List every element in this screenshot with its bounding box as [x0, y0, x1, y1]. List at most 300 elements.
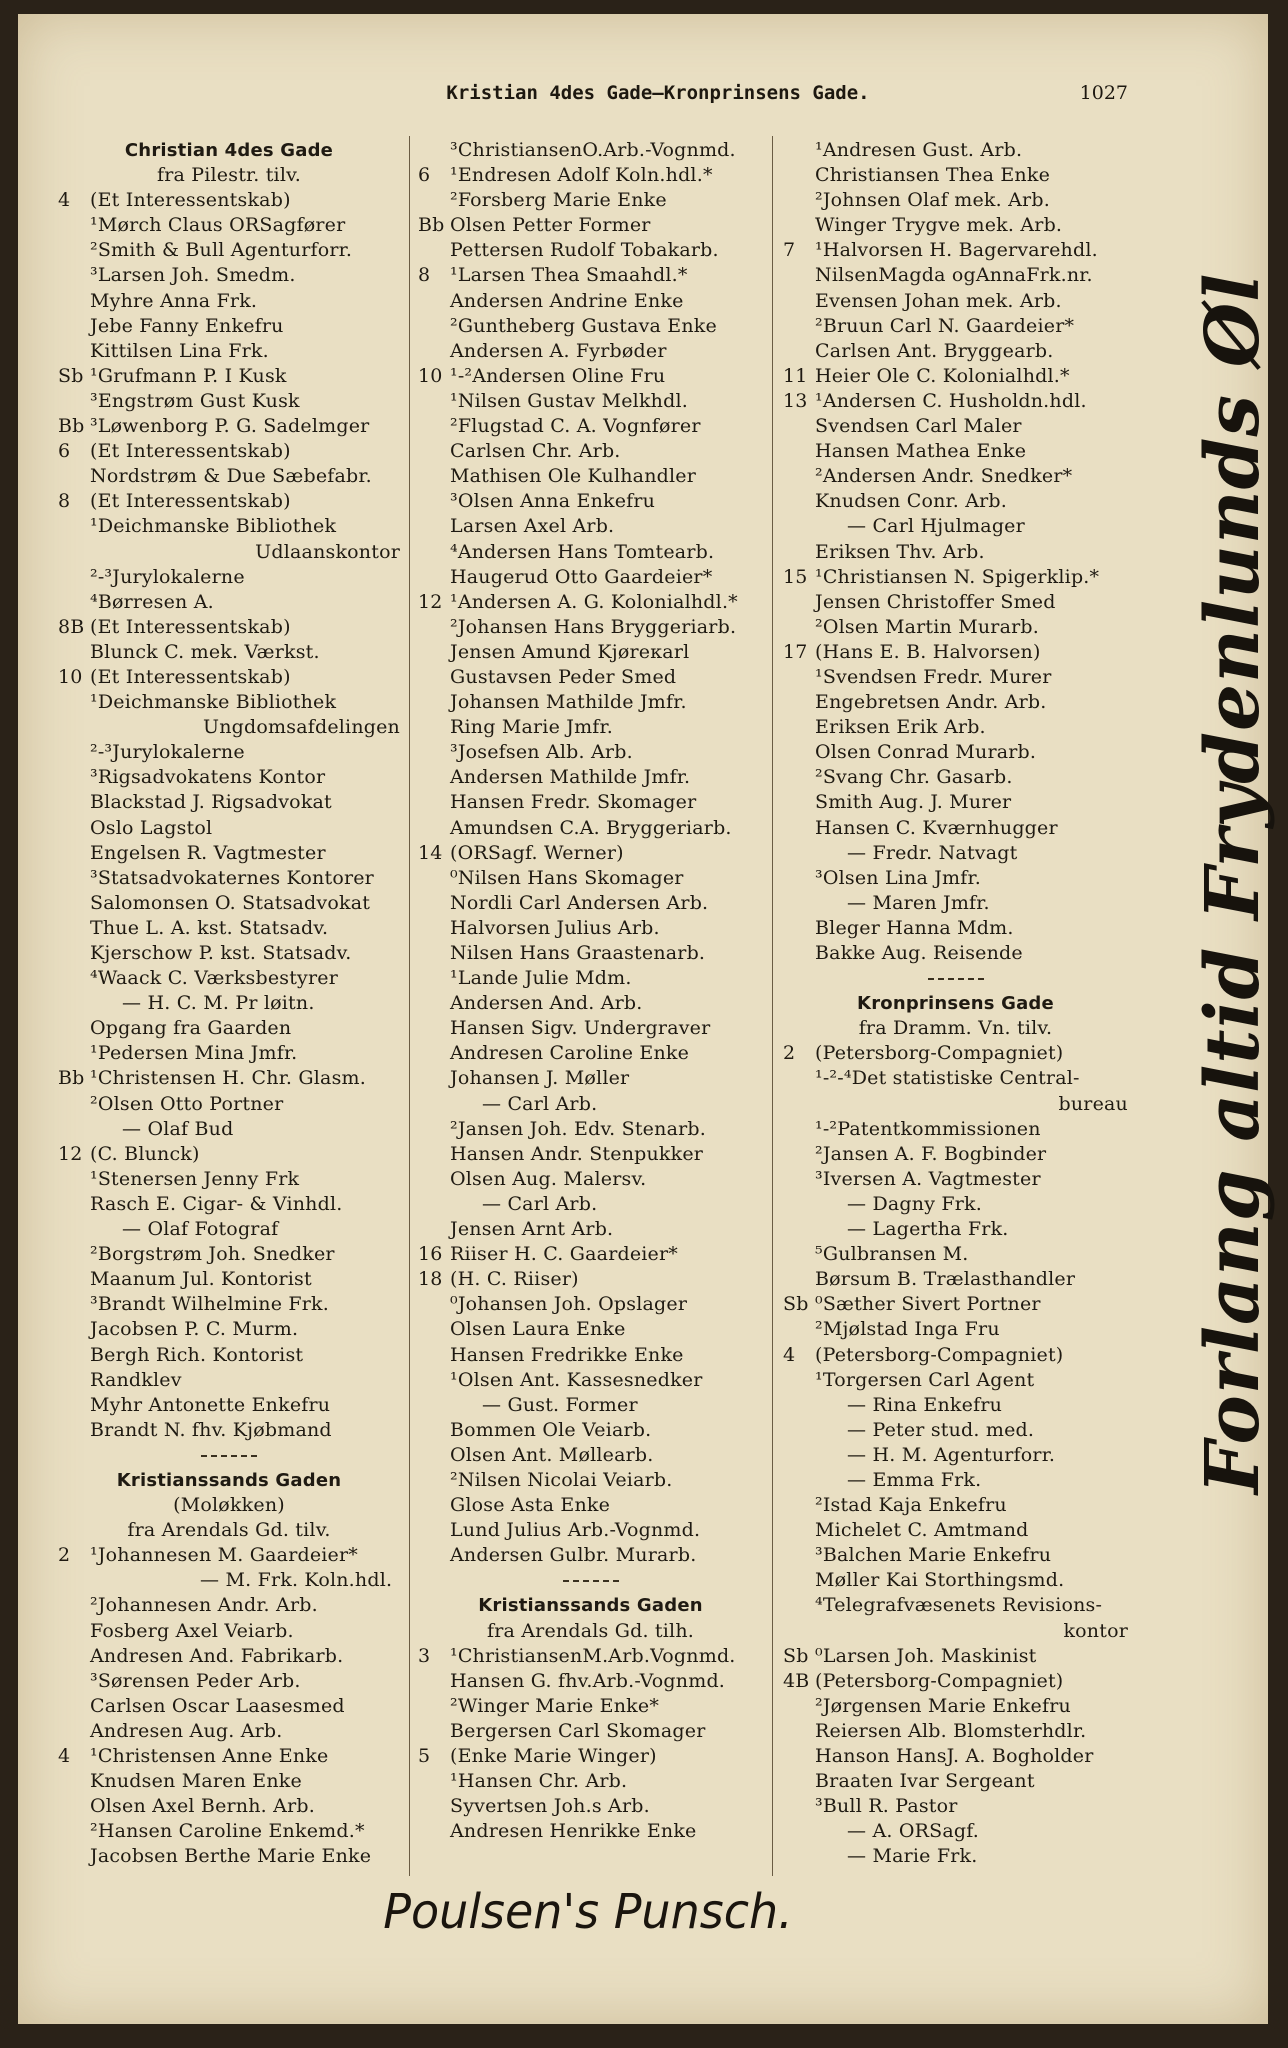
directory-entry: [783, 1418, 1128, 1443]
street-subheading: fra Pilestr. tilv.: [156, 164, 302, 187]
entry-text: ³Brandt Wilhelmine Frk.: [90, 1293, 330, 1316]
directory-entry: [58, 1844, 400, 1869]
entry-text: Halvorsen Julius Arb.: [450, 916, 660, 939]
entry-text: (Et Interessentskab): [90, 490, 291, 513]
directory-entry: [418, 339, 763, 364]
entry-text: ¹Nilsen Gustav Melkhdl.: [450, 389, 688, 412]
entry-text: ²Johannesen Andr. Arb.: [90, 1594, 318, 1617]
entry-text: Andresen And. Fabrikarb.: [90, 1644, 344, 1667]
entry-text: Engelsen R. Vagtmester: [90, 841, 326, 864]
entry-text: Lund Julius Arb.-Vognmd.: [450, 1519, 701, 1542]
entry-text: Carlsen Oscar Laasesmed: [90, 1694, 345, 1717]
directory-entry: [783, 690, 1128, 715]
entry-text: ²Jansen Joh. Edv. Stenarb.: [450, 1117, 706, 1140]
entry-text: Hanson HansJ. A. Bogholder: [815, 1745, 1094, 1767]
directory-entry: [58, 238, 400, 263]
directory-entry: [783, 314, 1128, 339]
directory-entry: [58, 1242, 400, 1267]
directory-entry: [783, 1543, 1128, 1568]
directory-entry: [418, 540, 763, 565]
entry-text: Johansen J. Møller: [450, 1067, 630, 1090]
entry-text: ²Guntheberg Gustava Enke: [450, 314, 717, 337]
entry-text: Bommen Ole Veiarb.: [450, 1418, 652, 1441]
directory-entry: [783, 464, 1128, 489]
entry-text: Smith Aug. J. Murer: [815, 791, 1012, 814]
directory-entry: [58, 740, 400, 765]
entry-text: Jensen Christoffer Smed: [815, 590, 1056, 613]
directory-entry: [58, 389, 400, 414]
directory-entry: [418, 740, 763, 765]
entry-text: Bleger Hanna Mdm.: [815, 916, 1014, 939]
entry-text: — Fredr. Natvagt: [847, 841, 1018, 864]
street-heading: Kronprinsens Gade: [857, 993, 1054, 1015]
directory-entry: [783, 364, 1128, 389]
entry-text: Jacobsen P. C. Murm.: [90, 1318, 299, 1341]
entry-text: — Carl Hjulmager: [847, 515, 1025, 538]
entry-text: Olsen Aug. Malersv.: [450, 1167, 647, 1190]
entry-text: Olsen Axel Bernh. Arb.: [90, 1795, 315, 1818]
directory-entry: [418, 1418, 763, 1443]
directory-entry: [418, 439, 763, 464]
entry-text: (Hans E. B. Halvorsen): [815, 640, 1041, 663]
directory-entry: [418, 1769, 763, 1794]
entry-text: (Petersborg-Compagniet): [815, 1343, 1064, 1366]
directory-entry: [418, 1393, 763, 1418]
directory-entry: [783, 1769, 1128, 1794]
directory-entry: [58, 1593, 400, 1618]
directory-entry: [58, 514, 400, 539]
directory-entry: [418, 263, 763, 288]
directory-entry: [418, 1819, 763, 1844]
entry-text: Kjerschow P. kst. Statsadv.: [90, 942, 352, 964]
directory-entry: [58, 1066, 400, 1091]
entry-text: ¹-²Patentkommissionen: [815, 1117, 1041, 1140]
entry-text: — H. C. M. Pr løitn.: [122, 992, 315, 1015]
entry-text: ²Svang Chr. Gasarb.: [815, 766, 1013, 789]
directory-entry: [418, 489, 763, 514]
directory-entry: [418, 364, 763, 389]
directory-entry: [418, 816, 763, 841]
directory-entry: [783, 1794, 1128, 1819]
entry-text: Knudsen Maren Enke: [90, 1770, 302, 1793]
entry-text: Hansen Fredr. Skomager: [450, 791, 697, 814]
directory-entry: [418, 1443, 763, 1468]
house-number: 8: [58, 490, 71, 513]
entry-text: Hansen Mathea Enke: [815, 440, 1027, 463]
entry-text: ⁴Andersen Hans Tomtearb.: [450, 540, 715, 563]
entry-text: — Lagertha Frk.: [847, 1218, 1009, 1241]
directory-entry: [58, 439, 400, 464]
street-subheading: fra Arendals Gd. tilv.: [127, 1519, 331, 1542]
entry-text: ²Bruun Carl N. Gaardeier*: [815, 314, 1075, 337]
entry-text: ¹Andersen C. Husholdn.hdl.: [815, 389, 1087, 412]
entry-text: ¹Grufmann P. I Kusk: [90, 364, 287, 387]
entry-text: ¹Christiansen N. Spigerklip.*: [815, 565, 1100, 588]
entry-text: ¹Olsen Ant. Kassesnedker: [450, 1368, 703, 1391]
entry-text: ¹Halvorsen H. Bagervarehdl.: [815, 239, 1098, 262]
entry-text: ²Nilsen Nicolai Veiarb.: [450, 1468, 673, 1491]
entry-text: Riiser H. C. Gaardeier*: [450, 1243, 678, 1266]
directory-entry: [58, 665, 400, 690]
directory-entry: [58, 339, 400, 364]
directory-entry: [418, 163, 763, 188]
directory-entry: [783, 1669, 1128, 1694]
entry-text: — Emma Frk.: [847, 1468, 982, 1491]
directory-entry: [58, 364, 400, 389]
entry-text: — Marie Frk.: [847, 1845, 978, 1868]
entry-text: Randklev: [90, 1368, 182, 1391]
directory-entry: [783, 941, 1128, 966]
entry-text: — H. M. Agenturforr.: [847, 1443, 1056, 1466]
house-number: 17: [783, 640, 808, 663]
entry-text: — Peter stud. med.: [847, 1418, 1035, 1441]
entry-text: Andersen Gulbr. Murarb.: [450, 1544, 697, 1567]
street-heading: Kristianssands Gaden: [478, 1595, 703, 1617]
entry-text: ⁴Waack C. Værksbestyrer: [90, 967, 339, 990]
directory-entry: [418, 1066, 763, 1091]
entry-text: Glose Asta Enke: [450, 1494, 611, 1517]
directory-entry: [418, 1368, 763, 1393]
entry-text: — A. ORSagf.: [847, 1820, 980, 1843]
directory-entry: [783, 339, 1128, 364]
directory-entry: [58, 314, 400, 339]
entry-text: ¹Hansen Chr. Arb.: [450, 1770, 628, 1793]
directory-entry: [58, 1418, 400, 1443]
entry-text: ⁰Johansen Joh. Opslager: [450, 1293, 688, 1316]
entry-continuation: bureau: [1058, 1092, 1128, 1115]
entry-text: Blunck C. mek. Værkst.: [90, 640, 320, 663]
entry-text: Nilsen Hans Graastenarb.: [450, 942, 706, 964]
directory-entry: [58, 866, 400, 891]
entry-text: Andersen Andrine Enke: [450, 289, 684, 312]
directory-entry: [783, 1041, 1128, 1066]
directory-entry: [58, 464, 400, 489]
entry-text: (Et Interessentskab): [90, 665, 291, 688]
directory-entry: [783, 1393, 1128, 1418]
entry-text: Myhre Anna Frk.: [90, 289, 258, 312]
entry-text: Haugerud Otto Gaardeier*: [450, 565, 713, 588]
directory-entry: [783, 1493, 1128, 1518]
entry-text: Fosberg Axel Veiarb.: [90, 1619, 294, 1642]
entry-text: Eriksen Erik Arb.: [815, 716, 986, 739]
entry-text: Andersen Mathilde Jmfr.: [450, 766, 691, 789]
directory-entry: [418, 1142, 763, 1167]
entry-text: ²Flugstad C. A. Vognfører: [450, 415, 701, 438]
directory-entry: [783, 1292, 1128, 1317]
entry-text: ¹Pedersen Mina Jmfr.: [90, 1042, 298, 1065]
entry-text: ²Andersen Andr. Snedker*: [815, 465, 1073, 488]
entry-text: Christiansen Thea Enke: [815, 164, 1051, 187]
entry-text: Hansen Fredrikke Enke: [450, 1343, 684, 1366]
directory-entry: [58, 1694, 400, 1719]
directory-entry: [418, 590, 763, 615]
entry-text: Blackstad J. Rigsadvokat: [90, 791, 332, 814]
entry-text: Winger Trygve mek. Arb.: [815, 214, 1063, 237]
directory-entry: [58, 1719, 400, 1744]
house-number: 18: [418, 1268, 443, 1291]
directory-entry: [58, 1368, 400, 1393]
directory-page: [18, 14, 1276, 2024]
directory-entry: [783, 1192, 1128, 1217]
entry-text: Rasch E. Cigar- & Vinhdl.: [90, 1192, 343, 1215]
directory-entry: [58, 1744, 400, 1769]
entry-text: Olsen Laura Enke: [450, 1318, 626, 1341]
entry-text: ³Sørensen Peder Arb.: [90, 1669, 301, 1692]
entry-text: ¹Deichmanske Bibliothek: [90, 515, 337, 538]
entry-text: — Maren Jmfr.: [847, 891, 990, 914]
directory-entry: [783, 1468, 1128, 1493]
house-number: Sb: [58, 364, 84, 387]
directory-entry: [783, 1317, 1128, 1342]
entry-text: Olsen Petter Former: [450, 214, 651, 237]
directory-entry: [418, 1092, 763, 1117]
column-divider: [772, 136, 773, 1876]
entry-text: Mathisen Ole Kulhandler: [450, 465, 696, 488]
entry-continuation: Udlaanskontor: [255, 540, 400, 563]
directory-entry: [58, 1819, 400, 1844]
directory-entry: [783, 1117, 1128, 1142]
directory-entry: [783, 1644, 1128, 1669]
entry-text: ⁰Sæther Sivert Portner: [815, 1293, 1041, 1316]
house-number: 8B: [58, 615, 85, 638]
entry-text: Hansen Andr. Stenpukker: [450, 1142, 704, 1165]
entry-text: Jacobsen Berthe Marie Enke: [90, 1845, 372, 1868]
directory-entry: [58, 1543, 400, 1568]
entry-text: ¹-²-⁴Det statistiske Central-: [815, 1067, 1080, 1090]
directory-entry: [418, 665, 763, 690]
directory-entry: [418, 1644, 763, 1669]
directory-entry: [783, 489, 1128, 514]
directory-entry: [58, 188, 400, 213]
entry-text: — Olaf Bud: [122, 1117, 234, 1140]
directory-entry: [58, 289, 400, 314]
directory-entry: [418, 1041, 763, 1066]
entry-text: ²Johnsen Olaf mek. Arb.: [815, 189, 1050, 212]
entry-text: ¹Johannesen M. Gaardeier*: [90, 1544, 358, 1567]
separator-rule: [563, 1580, 619, 1582]
directory-entry: [783, 1568, 1128, 1593]
entry-text: ³Bull R. Pastor: [815, 1795, 958, 1818]
directory-entry: [783, 841, 1128, 866]
directory-entry: [58, 489, 400, 514]
directory-entry: [418, 1694, 763, 1719]
directory-entry: [783, 414, 1128, 439]
directory-entry: [418, 1217, 763, 1242]
directory-entry: [418, 1167, 763, 1192]
directory-entry: [783, 1142, 1128, 1167]
entry-text: Jebe Fanny Enkefru: [90, 314, 284, 337]
directory-entry: [58, 1619, 400, 1644]
directory-entry: [418, 715, 763, 740]
directory-entry: [58, 414, 400, 439]
house-number: 10: [58, 665, 83, 688]
directory-entry: [418, 1794, 763, 1819]
entry-text: ¹Stenersen Jenny Frk: [90, 1167, 300, 1190]
entry-text: Salomonsen O. Statsadvokat: [90, 891, 371, 914]
directory-entry: [783, 1518, 1128, 1543]
entry-text: Braaten Ivar Sergeant: [815, 1770, 1035, 1793]
entry-text: Andresen Aug. Arb.: [90, 1719, 283, 1742]
directory-entry: [783, 1744, 1128, 1769]
house-number: 5: [418, 1745, 431, 1767]
directory-entry: [58, 1142, 400, 1167]
entry-text: Pettersen Rudolf Tobakarb.: [450, 239, 719, 262]
entry-text: (H. C. Riiser): [450, 1268, 579, 1291]
directory-entry: [783, 816, 1128, 841]
entry-text: Andersen A. Fyrbøder: [450, 339, 667, 362]
directory-entry: [58, 816, 400, 841]
entry-text: Heier Ole C. Kolonialhdl.*: [815, 364, 1070, 387]
entry-text: ²Olsen Martin Murarb.: [815, 615, 1039, 638]
entry-text: Larsen Axel Arb.: [450, 515, 615, 538]
directory-entry: [783, 790, 1128, 815]
entry-text: Nordstrøm & Due Sæbefabr.: [90, 465, 372, 488]
entry-text: ³Olsen Lina Jmfr.: [815, 866, 981, 889]
entry-text: ⁵Gulbransen M.: [815, 1243, 969, 1266]
house-number: 11: [783, 364, 808, 387]
directory-entry: [58, 765, 400, 790]
entry-text: ³Rigsadvokatens Kontor: [90, 766, 326, 789]
directory-entry: [418, 213, 763, 238]
directory-entry: [783, 1844, 1128, 1869]
directory-entry: [418, 464, 763, 489]
directory-entry: [783, 1593, 1128, 1618]
house-number: Bb: [58, 415, 85, 438]
entry-text: Bergh Rich. Kontorist: [90, 1343, 304, 1366]
directory-entry: [418, 790, 763, 815]
entry-text: Svendsen Carl Maler: [815, 415, 1022, 438]
section-separator: [783, 966, 1128, 991]
directory-entry: [783, 1066, 1128, 1091]
entry-text: Knudsen Conr. Arb.: [815, 490, 1007, 513]
bottom-advertisement: Poulsen's Punsch.: [383, 1882, 793, 1940]
house-number: 14: [418, 841, 443, 864]
directory-entry: [418, 841, 763, 866]
directory-entry: [58, 941, 400, 966]
directory-entry: [58, 1644, 400, 1669]
entry-text: Hansen G. fhv.Arb.-Vognmd.: [450, 1669, 726, 1692]
directory-entry: [783, 263, 1128, 288]
directory-entry: [418, 966, 763, 991]
entry-text: ⁴Telegrafvæsenets Revisions-: [815, 1594, 1103, 1617]
entry-text: ³Balchen Marie Enkefru: [815, 1544, 1052, 1567]
directory-entry: [58, 1292, 400, 1317]
directory-entry: [418, 188, 763, 213]
entry-text: Andresen Henrikke Enke: [450, 1820, 697, 1843]
entry-text: (Petersborg-Compagniet): [815, 1042, 1064, 1065]
directory-entry: [418, 414, 763, 439]
page-header: [78, 78, 1238, 116]
house-number: 12: [418, 590, 443, 613]
entry-text: ³Statsadvokaternes Kontorer: [90, 866, 374, 889]
directory-entry: [783, 439, 1128, 464]
directory-entry: [58, 1217, 400, 1242]
entry-text: ¹Christensen H. Chr. Glasm.: [90, 1067, 366, 1090]
house-number: Sb: [783, 1293, 809, 1316]
directory-entry: [58, 1343, 400, 1368]
directory-entry: [783, 188, 1128, 213]
directory-entry: [418, 138, 763, 163]
house-number: 3: [418, 1644, 431, 1667]
entry-text: Bergersen Carl Skomager: [450, 1719, 706, 1742]
directory-entry: [58, 1769, 400, 1794]
entry-text: Olsen Ant. Møllearb.: [450, 1443, 654, 1466]
entry-text: — Rina Enkefru: [847, 1393, 1003, 1416]
house-number: 8: [418, 264, 431, 287]
house-number: 7: [783, 239, 796, 262]
entry-text: Myhr Antonette Enkefru: [90, 1393, 331, 1416]
directory-entry: [418, 615, 763, 640]
entry-text: Ring Marie Jmfr.: [450, 716, 613, 739]
house-number: 2: [783, 1042, 796, 1065]
directory-entry: [418, 1242, 763, 1267]
directory-entry: [418, 991, 763, 1016]
directory-entry: [783, 1368, 1128, 1393]
entry-text: ²Hansen Caroline Enkemd.*: [90, 1820, 365, 1843]
entry-text: ¹-²Andersen Oline Fru: [450, 364, 666, 387]
entry-text: — Carl Arb.: [482, 1192, 598, 1215]
street-subheading: fra Arendals Gd. tilh.: [486, 1619, 694, 1642]
directory-entry: [418, 1192, 763, 1217]
entry-text: Michelet C. Amtmand: [815, 1519, 1029, 1542]
directory-entry: [418, 1543, 763, 1568]
house-number: 13: [783, 389, 808, 412]
directory-entry: [418, 514, 763, 539]
entry-text: Amundsen C.A. Bryggeriarb.: [450, 816, 732, 839]
house-number: 4: [58, 1745, 71, 1767]
directory-entry: [783, 1719, 1128, 1744]
directory-entry: [783, 1167, 1128, 1192]
directory-entry: [418, 891, 763, 916]
directory-entry: [418, 916, 763, 941]
entry-text: ²Borgstrøm Joh. Snedker: [90, 1243, 335, 1266]
directory-entry: [58, 1669, 400, 1694]
entry-text: Hansen Sigv. Undergraver: [450, 1017, 711, 1040]
entry-text: Johansen Mathilde Jmfr.: [450, 691, 687, 714]
directory-entry: [58, 263, 400, 288]
directory-entry: [58, 590, 400, 615]
street-heading: Christian 4des Gade: [124, 140, 334, 161]
directory-entry: [58, 1794, 400, 1819]
directory-entry: [58, 690, 400, 715]
directory-entry: [58, 1041, 400, 1066]
page-title: Kristian 4des Gade—Kronprinsens Gade.: [446, 82, 870, 104]
directory-entry: [783, 1694, 1128, 1719]
directory-entry: [418, 1317, 763, 1342]
directory-entry: [783, 740, 1128, 765]
directory-entry: [418, 1117, 763, 1142]
entry-text: ¹ChristiansenM.Arb.Vognmd.: [450, 1644, 736, 1667]
house-number: 4: [58, 189, 71, 212]
side-advertisement: Forlang altid Frydenlunds Øl: [1190, 272, 1276, 1494]
directory-entry: [783, 1267, 1128, 1292]
entry-text: ¹Endresen Adolf Koln.hdl.*: [450, 164, 713, 187]
directory-entry: [783, 163, 1128, 188]
directory-entry: [783, 715, 1128, 740]
entry-text: Carlsen Ant. Bryggearb.: [815, 339, 1054, 362]
directory-entry: [783, 640, 1128, 665]
directory-entry: [783, 514, 1128, 539]
street-heading: Kristianssands Gaden: [116, 1469, 342, 1491]
entry-text: Engebretsen Andr. Arb.: [815, 691, 1047, 714]
directory-entry: [783, 891, 1128, 916]
house-number: Bb: [58, 1067, 85, 1090]
directory-entry: [783, 213, 1128, 238]
entry-text: ¹Mørch Claus ORSagfører: [90, 214, 346, 237]
entry-text: Jensen Arnt Arb.: [450, 1218, 614, 1241]
directory-entry: [418, 1292, 763, 1317]
directory-entry: [418, 314, 763, 339]
